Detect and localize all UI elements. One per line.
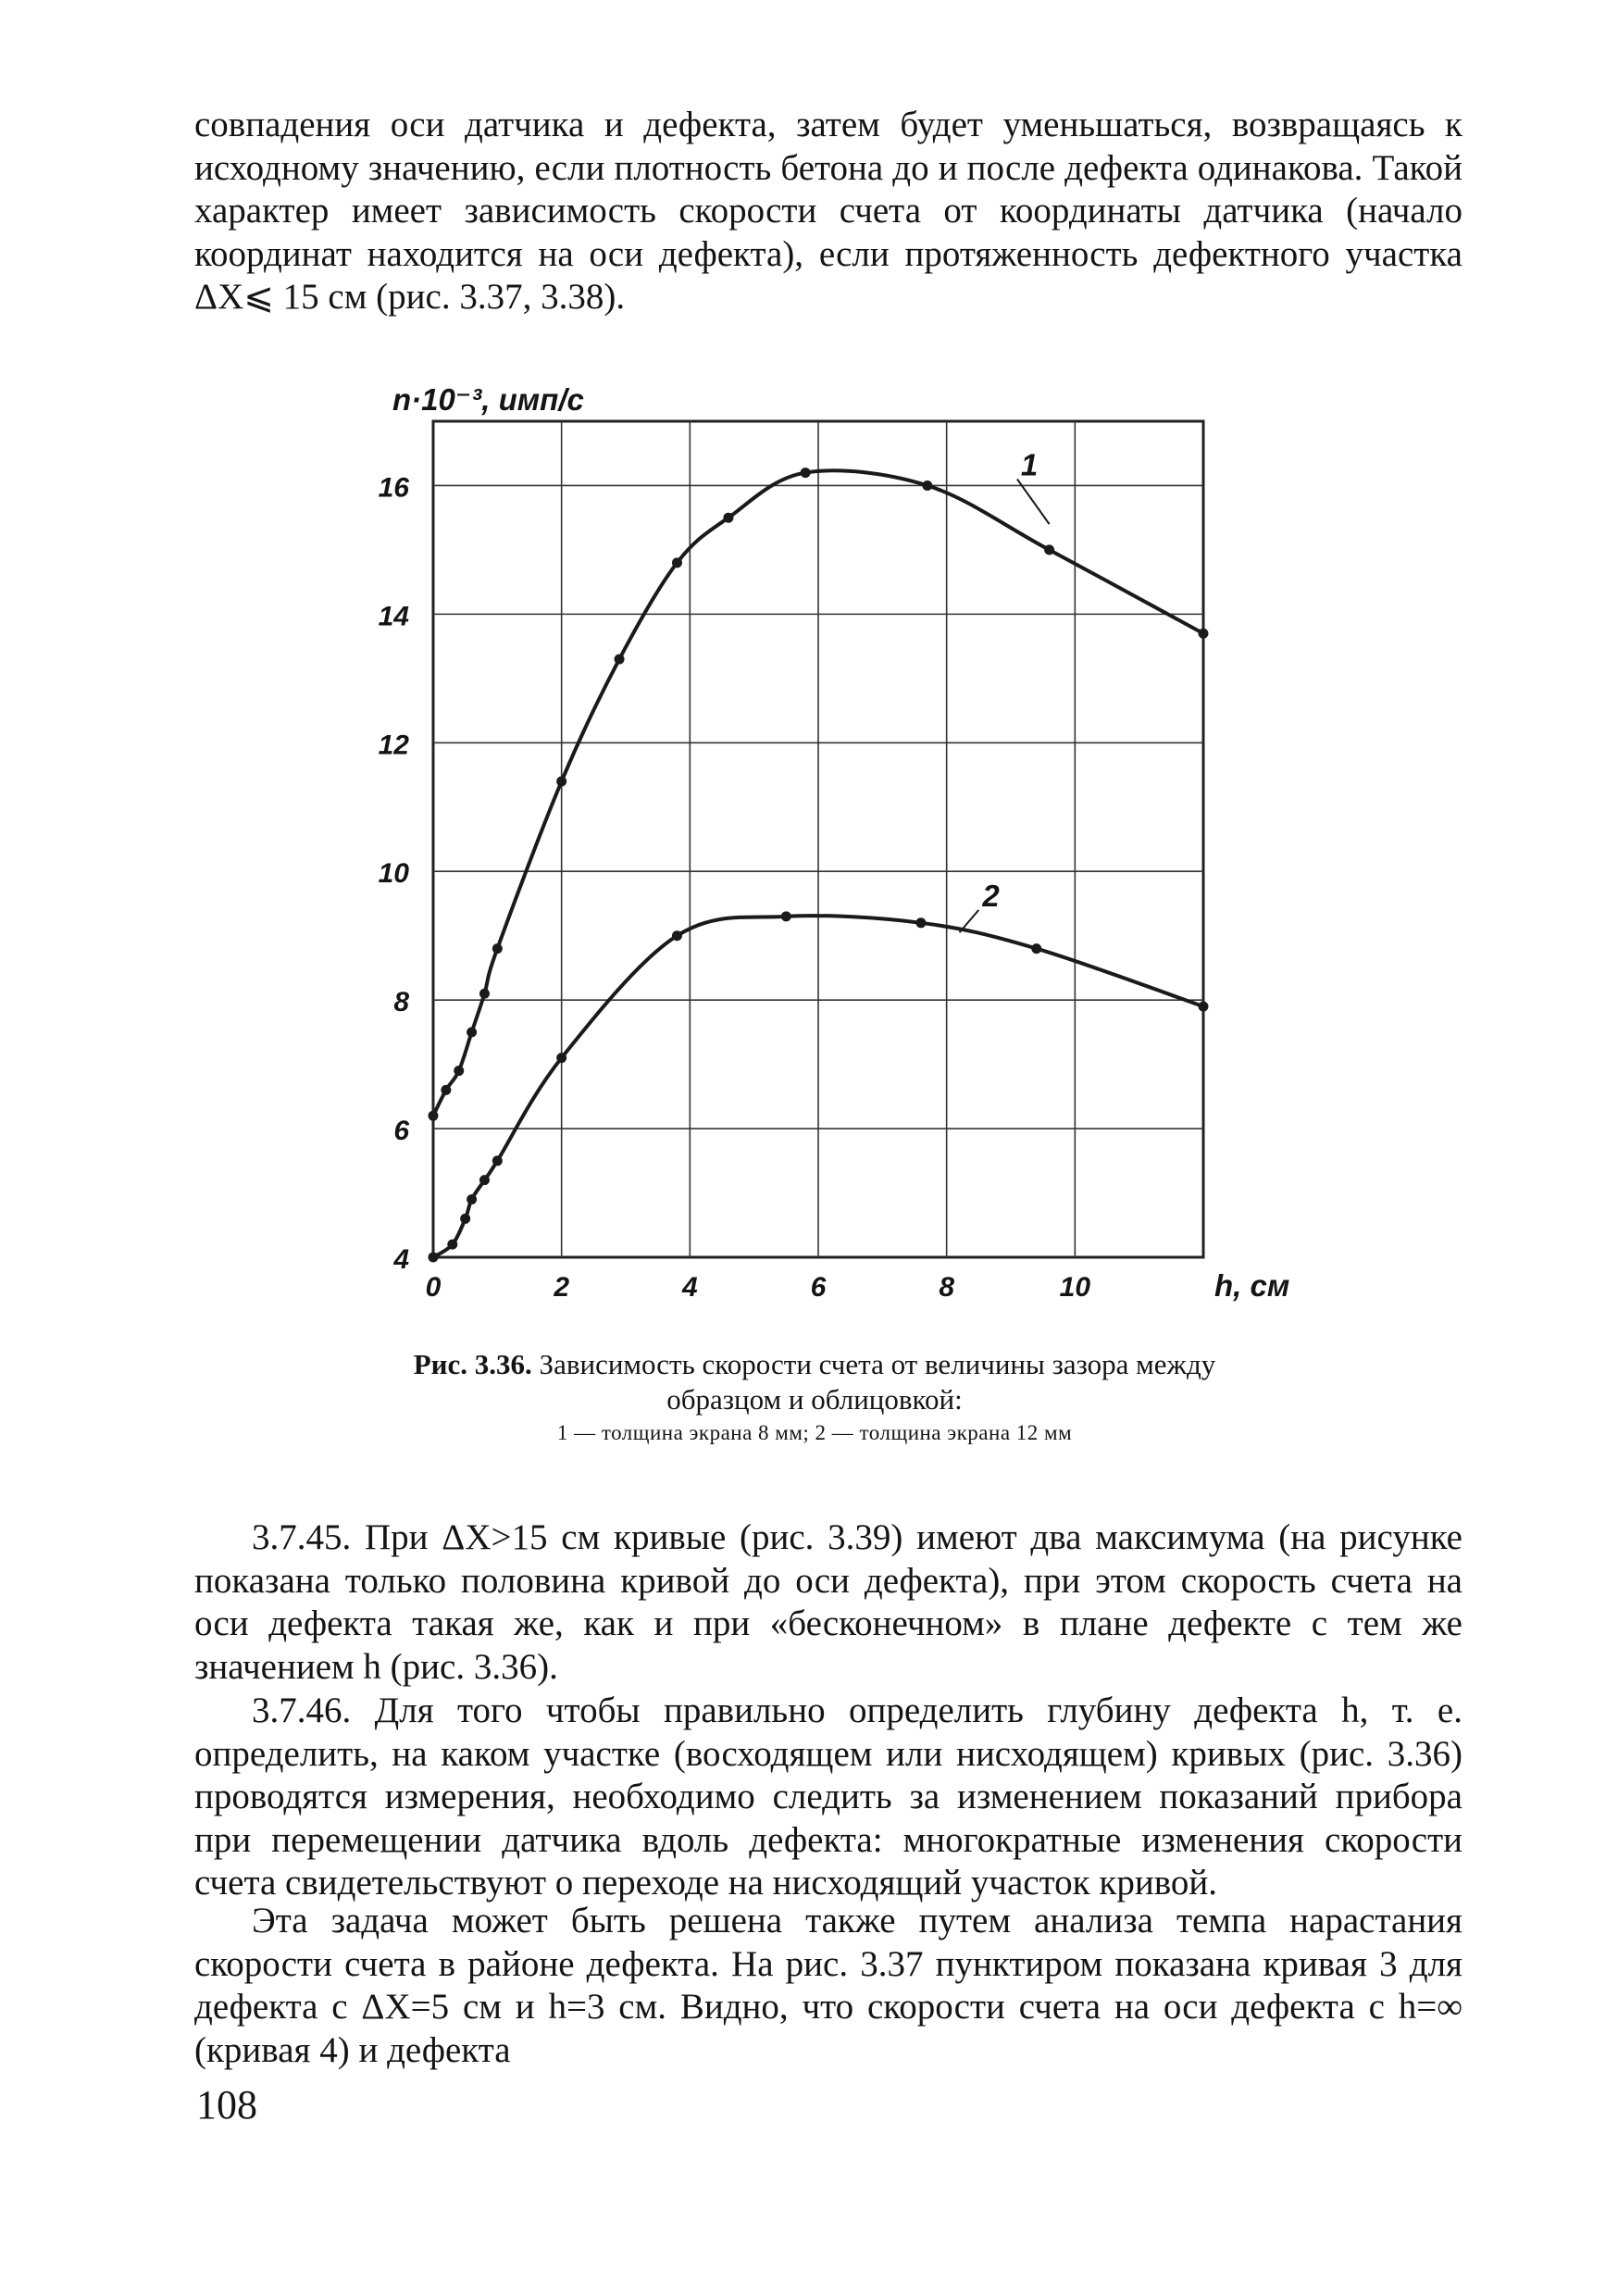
data-point-2 (460, 1214, 470, 1224)
data-point-2 (429, 1253, 439, 1263)
y-tick-label: 14 (378, 601, 409, 632)
page-number: 108 (196, 2082, 257, 2128)
data-point-2 (467, 1194, 477, 1204)
data-point-2 (1031, 943, 1041, 954)
data-point-1 (467, 1027, 477, 1037)
caption-legend: 1 — толщина экрана 8 мм; 2 — толщина экрана 12 мм (556, 1421, 1073, 1444)
data-point-2 (672, 930, 682, 941)
data-point-2 (492, 1155, 503, 1166)
series-label-1: 1 (1020, 447, 1039, 482)
data-point-1 (441, 1085, 451, 1095)
figure-caption (370, 1347, 1259, 1449)
data-point-1 (492, 943, 503, 954)
data-point-1 (723, 513, 733, 523)
data-point-1 (479, 989, 490, 999)
y-tick-label: 4 (393, 1244, 409, 1275)
data-point-1 (1199, 629, 1209, 639)
x-tick-label: 8 (939, 1272, 955, 1303)
data-point-1 (556, 776, 566, 786)
intro-paragraph: совпадения оси датчика и дефекта, затем будет уменьшаться, возвращаясь к исходному значению, если плотность бетона до и после дефекта одинакова. Такой характер имеет зависимость скорости счета от координаты датчика (начало координат находится на оси дефекта), если протяженность дефектного участка ΔX⩽ 15 см (рис. 3.37, 3.38). (194, 105, 1462, 317)
data-point-1 (615, 655, 625, 665)
x-tick-label: 0 (425, 1272, 442, 1303)
x-tick-label: 6 (810, 1272, 827, 1303)
paragraph-task: Эта задача может быть решена также путем анализа темпа нарастания скорости счета в районе дефекта. На рис. 3.37 пунктиром показана кривая 3 для дефекта с ΔX=5 см и h=3 см. Видно, что скорости счета на оси дефекта с h=∞ (кривая 4) и дефекта (194, 1901, 1462, 2070)
caption-title: Зависимость скорости счета от величины зазора между образцом и облицовкой: (539, 1348, 1216, 1416)
count-rate-chart (352, 370, 1290, 1305)
y-tick-label: 6 (393, 1116, 409, 1147)
data-point-1 (1044, 544, 1054, 555)
paragraph-3-7-45: 3.7.45. При ΔX>15 см кривые (рис. 3.39) имеют два максимума (на рисунке показана только половина кривой до оси дефекта), при этом скорость счета на оси дефекта такая же, как и при «бесконечном» в плане дефекте с тем же значением h (рис. 3.36). (194, 1517, 1462, 1687)
figure-3-36 (352, 370, 1290, 1305)
data-point-2 (479, 1175, 490, 1185)
data-point-1 (922, 480, 932, 491)
x-axis-label: h, см (1214, 1268, 1290, 1303)
x-tick-label: 10 (1059, 1272, 1091, 1303)
x-tick-label: 2 (554, 1272, 570, 1303)
y-axis-label: n·10⁻³, имп/с (392, 382, 584, 417)
x-tick-label: 4 (681, 1272, 698, 1303)
y-tick-label: 8 (393, 987, 409, 1018)
y-tick-label: 12 (378, 730, 409, 761)
data-point-2 (1199, 1002, 1209, 1012)
data-point-1 (801, 468, 811, 478)
data-point-2 (556, 1053, 566, 1063)
data-point-1 (454, 1066, 464, 1076)
data-point-2 (447, 1240, 457, 1250)
data-point-1 (672, 557, 682, 568)
caption-label: Рис. 3.36. (413, 1348, 532, 1380)
y-tick-label: 16 (378, 472, 409, 504)
series-label-2: 2 (982, 878, 1000, 913)
data-point-1 (429, 1111, 439, 1121)
data-point-2 (915, 917, 926, 928)
y-tick-label: 10 (378, 858, 409, 890)
paragraph-3-7-46: 3.7.46. Для того чтобы правильно определить глубину дефекта h, т. е. определить, на каком участке (восходящем или нисходящем) кривых (рис. 3.36) проводятся измерения, необходимо следить за изменением показаний прибора при перемещении датчика вдоль дефекта: многократные изменения скорости счета свидетельствуют о переходе на нисходящий участок кривой. (194, 1691, 1462, 1903)
data-point-2 (781, 911, 791, 921)
